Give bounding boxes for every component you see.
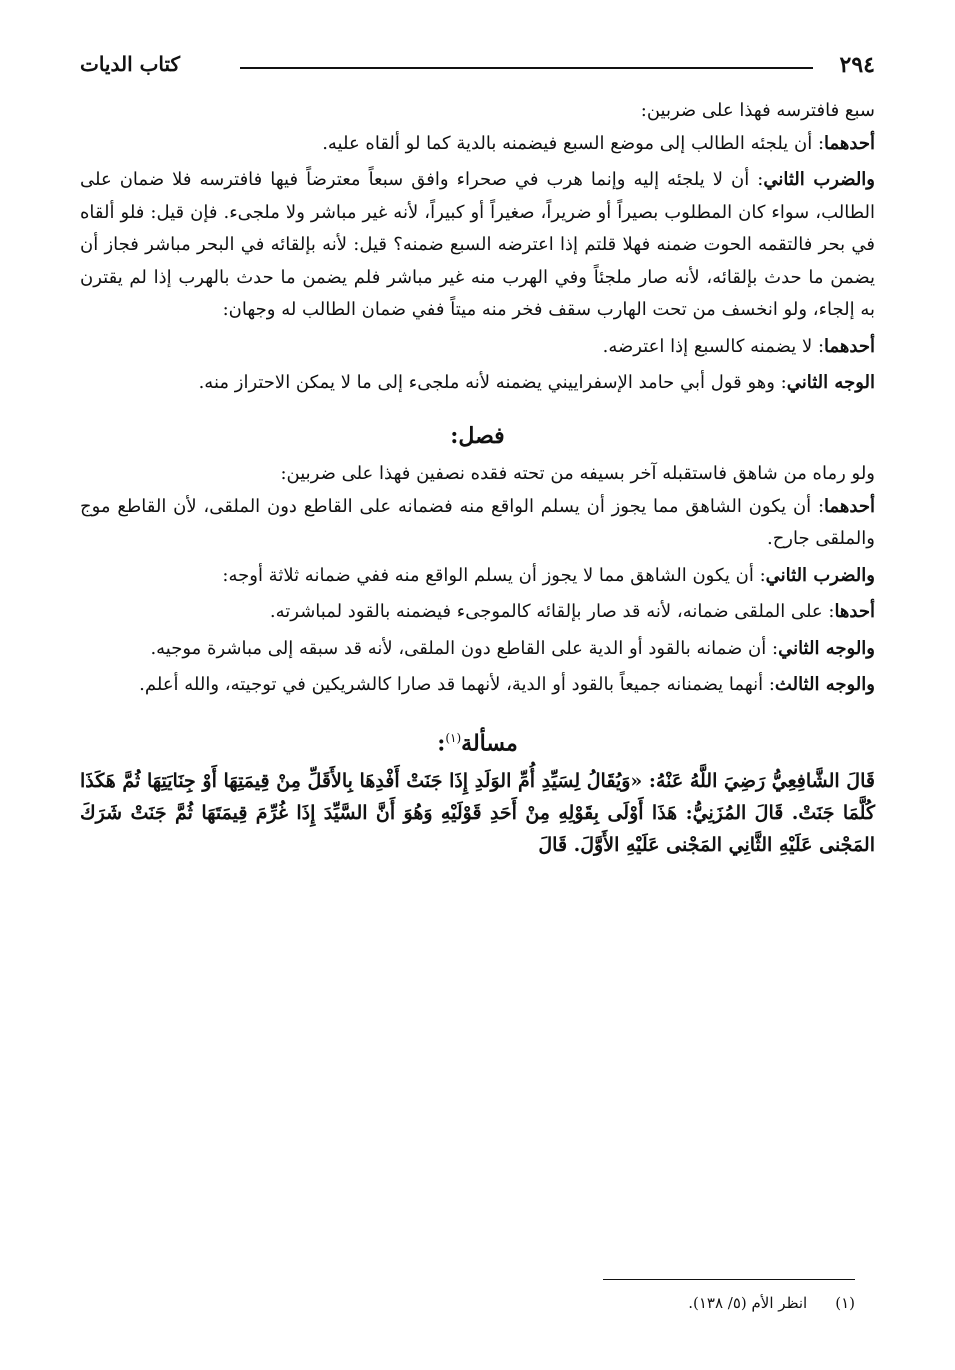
main-text bbox=[80, 95, 875, 861]
paragraph-lead: والوجه الثاني bbox=[778, 637, 875, 659]
paragraph-text: : لا يضمنه كالسبع إذا اعترضه. bbox=[602, 335, 825, 357]
paragraph-lead: أحدها bbox=[834, 601, 875, 622]
paragraph-text: : أن يكون الشاهق مما لا يجوز أن يسلم الواقع منه ففي ضمانه ثلاثة أوجه: bbox=[222, 564, 766, 586]
paragraph bbox=[80, 633, 875, 666]
paragraph-text: : أنهما يضمنانه جميعاً بالقود أو الدية، لأنهما قد صارا كالشريكين في توجيته، والله أعلم. bbox=[139, 674, 775, 695]
paragraph-lead: أحدهما bbox=[824, 132, 875, 154]
paragraph-lead: أحدهما bbox=[824, 495, 875, 517]
masala-heading bbox=[80, 722, 875, 760]
paragraph bbox=[80, 458, 875, 491]
paragraph bbox=[80, 95, 875, 128]
paragraph-lead: والضرب الثاني bbox=[763, 169, 875, 190]
paragraph-text: : أن ضمانه بالقود أو الدية على القاطع دون الملقى، لأنه قد سبقه إلى مباشرة موجيه. bbox=[150, 637, 779, 659]
footnote-separator bbox=[603, 1279, 855, 1280]
footnote-mark: (١) bbox=[835, 1294, 855, 1312]
book-title: كتاب الديات bbox=[80, 52, 181, 76]
paragraph-text: : أن يكون الشاهق مما يجوز أن يسلم الواقع منه فضمانه على القاطع دون الملقى، لأن القاطع موج والملقى جارح. bbox=[80, 495, 875, 549]
header-rule bbox=[240, 67, 813, 69]
paragraph bbox=[80, 596, 875, 629]
paragraph bbox=[80, 164, 875, 327]
paragraph bbox=[80, 669, 875, 702]
paragraph bbox=[80, 128, 875, 161]
paragraph-text: سبع فافترسه فهذا على ضربين: bbox=[640, 100, 875, 121]
paragraph bbox=[80, 331, 875, 364]
paragraph-lead: والضرب الثاني bbox=[765, 564, 875, 586]
masala-title: مسألة bbox=[461, 729, 518, 756]
paragraph-lead: الوجه الثاني bbox=[786, 372, 875, 393]
footnote-text: انظر الأم (٥/ ١٣٨). bbox=[688, 1294, 808, 1312]
paragraph-text: : أن لا يلجئه إليه وإنما هرب في صحراء وافق سبعاً معترضاً فيها فافترسه فلا ضمان على الطالب، سواء كان المطلوب بصيراً أو ضريراً، صغيراً أو كبيراً، لأنه غير مباشر ولا ملجىء. فإن قيل: فلو ألقاه في بحر فالتقمه الحوت ضمنه فهلا قلتم إذا اعترضه السبع ضمنه؟ قيل: لأنه بإلقائه في البحر مباشر فجاز أن يضمن ما حدث بإلقائه، لأنه صار ملجئاً وفي الهرب منه غير مباشر فلم يضمن ما حدث بالهرب إذا لم يقترن به إلجاء، ولو انخسف من تحت الهارب سقف فخر منه ميتاً ففي ضمان الطالب له وجهان: bbox=[80, 169, 875, 320]
footnote bbox=[80, 1292, 855, 1314]
page-header bbox=[80, 50, 875, 90]
paragraph bbox=[80, 560, 875, 593]
paragraph-lead: والوجه الثالث bbox=[774, 674, 875, 695]
paragraph-text: : على الملقى ضمانه، لأنه قد صار بإلقائه كالموجىء فيضمنه بالقود لمباشرته. bbox=[269, 601, 835, 622]
paragraph-lead: أحدهما bbox=[824, 335, 875, 357]
paragraph-text: : وهو قول أبي حامد الإسفراييني يضمنه لأنه ملجىء إلى ما لا يمكن الاحتراز منه. bbox=[198, 372, 787, 393]
footnote-reference[interactable]: (١) bbox=[445, 730, 462, 745]
masala-colon: : bbox=[437, 729, 446, 756]
paragraph-text: : أن يلجئه الطالب إلى موضع السبع فيضمنه بالدية كما لو ألقاه عليه. bbox=[322, 132, 825, 154]
paragraph bbox=[80, 491, 875, 556]
section-heading: فصل: bbox=[450, 422, 505, 449]
page-number: ٢٩٤ bbox=[839, 52, 875, 78]
paragraph-text: ولو رماه من شاهق فاستقبله آخر بسيفه من تحته فقده نصفين فهذا على ضربين: bbox=[280, 463, 875, 484]
paragraph bbox=[80, 367, 875, 400]
shafii-quote: قَالَ الشَّافِعِيُّ رَضِيَ اللَّهُ عَنْهُ: «وَيُقَالُ لِسَيِّدِ أُمِّ الوَلَدِ إِذَا جَنَتْ أَفْدِهَا بِالأَقَلِّ مِنْ قِيمَتِهَا أَوْ جِنَايَتِهَا ثُمَّ هَكَذَا كُلَّمَا جَنَتْ. قَالَ المُزَنِيُّ: هَذَا أَوْلَى بِقَوْلِهِ مِنْ أَحَدِ قَوْلَيْهِ وَهُوَ أَنَّ السَّيِّدَ إِذَا غُرِّمَ قِيمَتَهَا ثُمَّ جَنَتْ شَرَكَ المَجْنى عَلَيْهِ الثَّانِي المَجْنى عَلَيْهِ الأَوَّلَ. قَالَ bbox=[80, 770, 875, 857]
